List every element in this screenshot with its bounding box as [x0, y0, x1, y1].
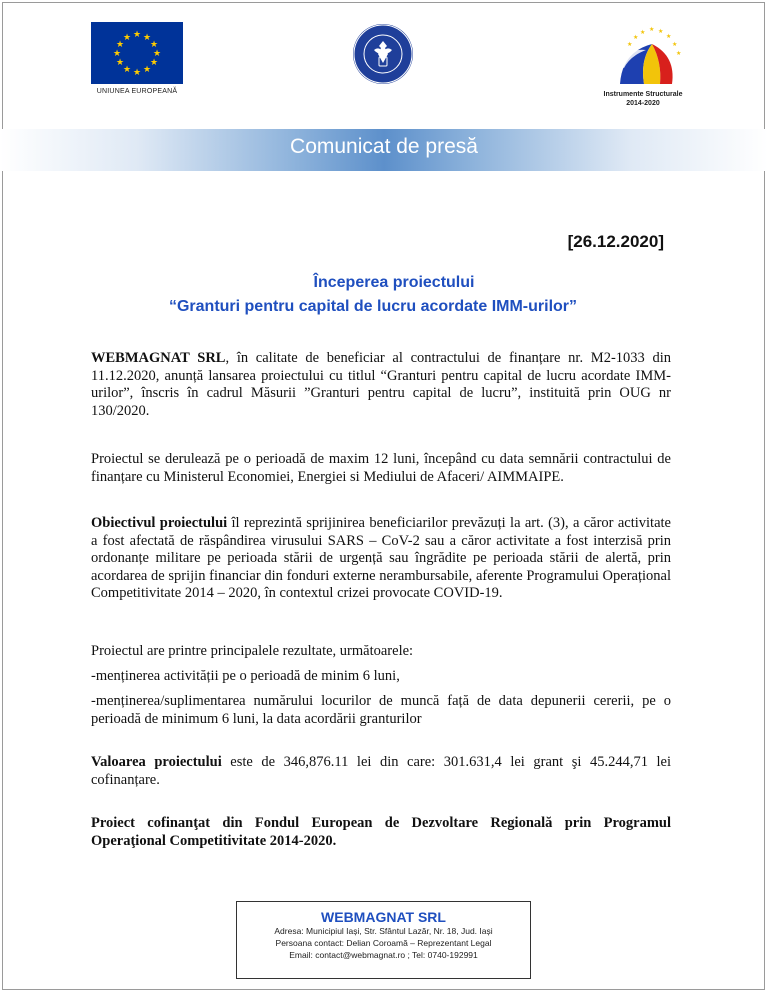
subject-line-2: “Granturi pentru capital de lucru acordate IMM-urilor”: [168, 298, 578, 315]
svg-text:★: ★: [115, 40, 125, 50]
svg-text:★: ★: [627, 41, 633, 48]
svg-text:★: ★: [152, 49, 162, 59]
romanian-government-seal: [352, 23, 414, 85]
svg-text:★: ★: [672, 41, 678, 48]
svg-text:★: ★: [149, 40, 159, 50]
svg-text:★: ★: [658, 28, 664, 35]
svg-text:★: ★: [633, 34, 639, 41]
company-name: WEBMAGNAT SRL: [91, 350, 226, 366]
svg-text:★: ★: [676, 50, 682, 57]
subject-line-1: Începerea proiectului: [313, 274, 475, 291]
instrumente-structurale-logo: [600, 22, 690, 92]
value-label: Valoarea proiectului: [91, 754, 222, 770]
eu-flag-logo: [91, 22, 183, 84]
result-item-1: -menținerea activității pe o perioadă de minim 6 luni,: [91, 668, 400, 684]
svg-text:★: ★: [122, 33, 132, 43]
contact-box: [236, 901, 531, 979]
paragraph-duration: Proiectul se derulează pe o perioadă de maxim 12 luni, începând cu data semnării contractului de finanțare cu Ministerul Economiei, Energiei si Mediului de Afaceri/ AIMMAIPE.: [91, 451, 671, 485]
paragraph-objective: [91, 515, 671, 603]
footer-contact-person: Persoana contact: Delian Coroamă – Reprezentant Legal: [275, 938, 492, 948]
paragraph-results-intro: Proiectul are printre principalele rezultate, următoarele:: [91, 643, 414, 659]
svg-text:★: ★: [640, 29, 646, 36]
objective-label: Obiectivul proiectului: [91, 515, 228, 531]
svg-text:★: ★: [132, 30, 142, 40]
svg-text:★: ★: [112, 49, 122, 59]
intro-text: , în calitate de beneficiar al contractului de finanțare nr. M2-1033 din 11.12.2020, anunță lansarea proiectului cu titlul “Granturi pentru capital de lucru acordate IMM-urilor”, înscris în cadrul Măsurii ”Granturi pentru capital de lucru”, instituită prin OUG nr 130/2020.: [91, 350, 672, 419]
value-text: este de 346,876.11 lei din care: 301.631,4 lei grant şi 45.244,71 lei cofinanțare.: [91, 754, 672, 788]
svg-text:★: ★: [132, 68, 142, 78]
footer-company-name: WEBMAGNAT SRL: [321, 909, 446, 925]
paragraph-intro: [91, 350, 671, 420]
svg-text:★: ★: [149, 58, 159, 68]
svg-text:★: ★: [115, 58, 125, 68]
svg-text:★: ★: [122, 65, 132, 75]
svg-text:★: ★: [142, 65, 152, 75]
footer-address: Adresa: Municipiul Iași, Str. Sfântul Lazăr, Nr. 18, Jud. Iași: [274, 926, 493, 936]
press-release-date: [26.12.2020]: [567, 232, 664, 251]
footer-email-phone: Email: contact@webmagnat.ro ; Tel: 0740-192991: [289, 950, 478, 960]
svg-text:★: ★: [142, 33, 152, 43]
is-caption-line1: Instrumente Structurale: [603, 91, 683, 98]
is-caption-line2: 2014-2020: [626, 100, 660, 107]
page-title: Comunicat de presă: [290, 135, 478, 158]
cofinancing-statement: Proiect cofinanţat din Fondul European de Dezvoltare Regională prin Programul Operaţional Competitivitate 2014-2020.: [91, 815, 671, 849]
instrumente-structurale-caption: [580, 90, 706, 108]
objective-text: îl reprezintă sprijinirea beneficiarilor prevăzuți la art. (3), a căror activitate a fost afectată de răspândirea virusului SARS – CoV-2 sau a căror activitate a fost interzisă prin ordonanțe militare pe perioada stării de urgență sau îngrădite pe perioada stării de alertă, prin acordarea de sprijin financiar din fonduri externe nerambursabile, aferente Programului Operațional Competitivitate 2014 – 2020, în contextul crizei provocate COVID-19.: [91, 515, 671, 601]
svg-text:★: ★: [649, 26, 655, 33]
paragraph-value: [91, 754, 671, 789]
result-item-2: -menținerea/suplimentarea numărului locurilor de muncă față de data depunerii cererii, pe o perioadă de minimum 6 luni, la data acordării granturilor: [91, 693, 671, 727]
eu-caption: UNIUNEA EUROPEANĂ: [96, 88, 178, 95]
svg-text:★: ★: [666, 33, 672, 40]
